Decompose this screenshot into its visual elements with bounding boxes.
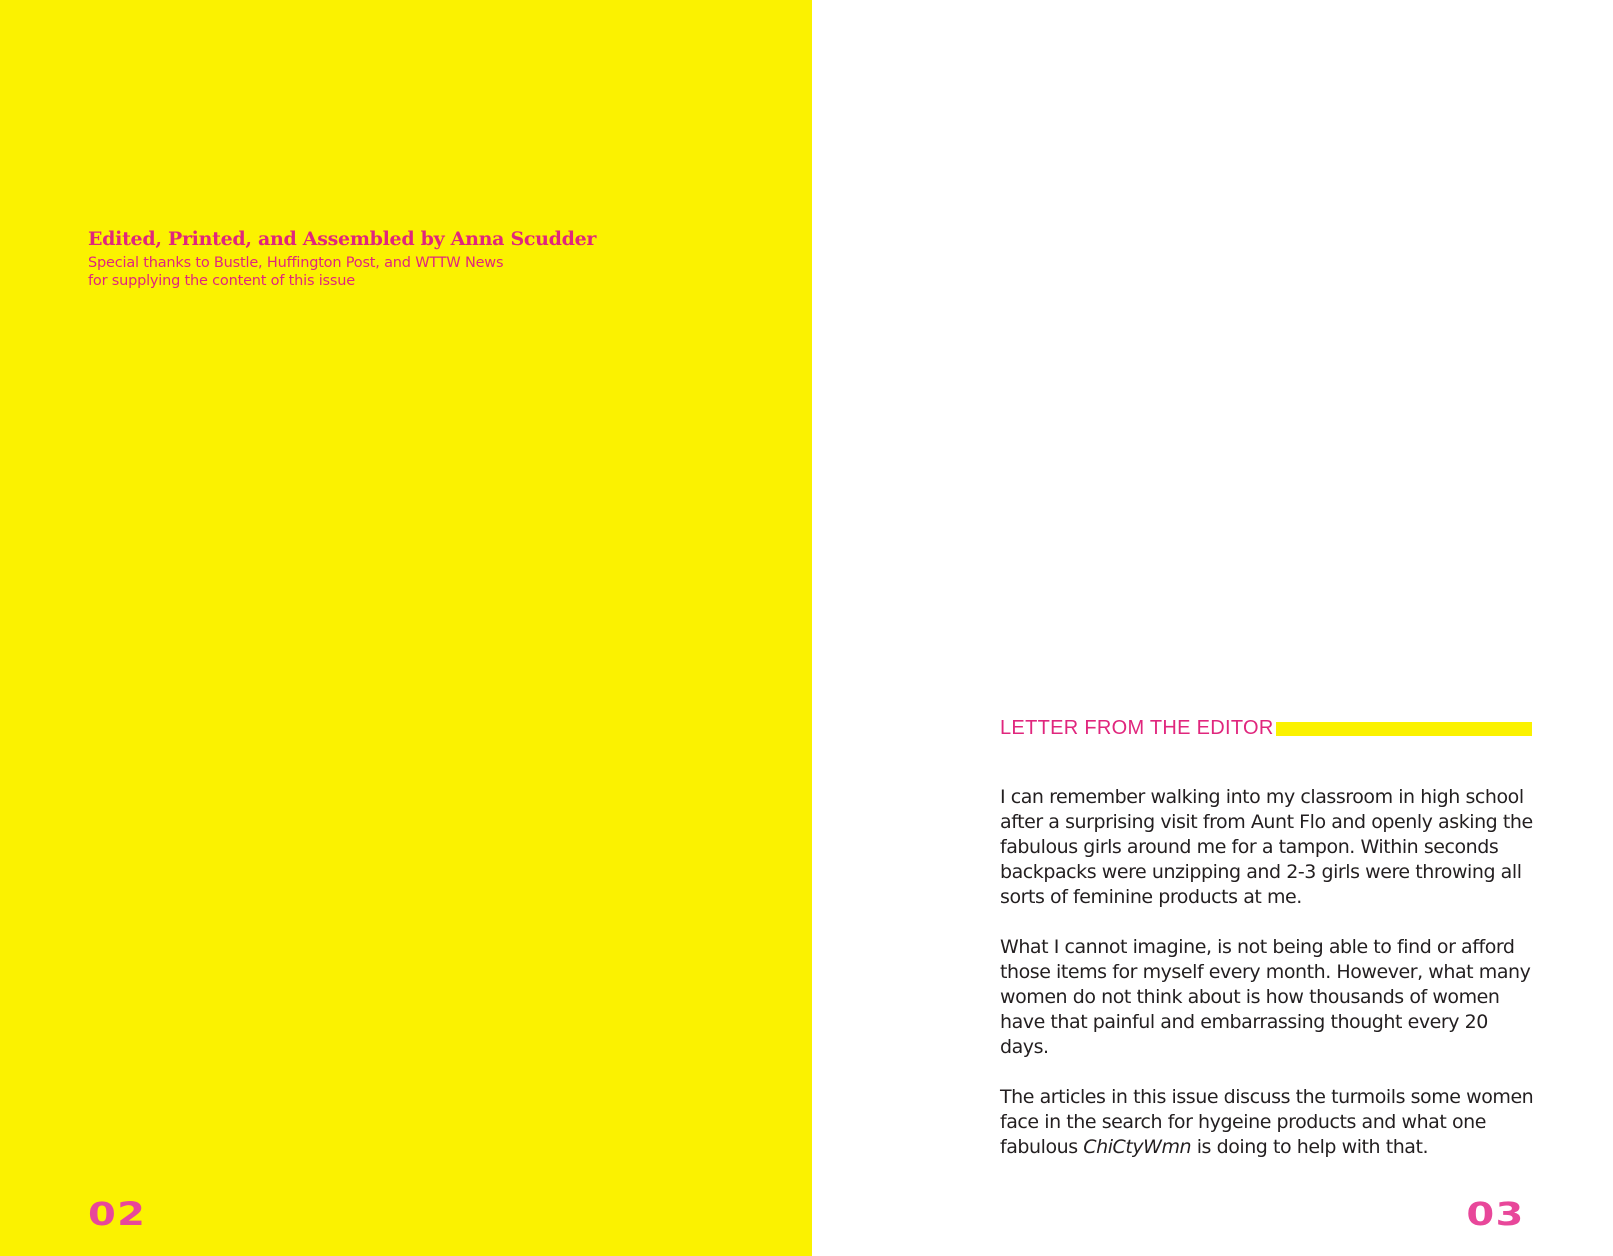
credits-thanks-line-2: for supplying the content of this issue	[88, 273, 355, 289]
section-heading-block	[1000, 717, 1532, 739]
letter-body	[1000, 785, 1540, 1185]
credits-title: Edited, Printed, and Assembled by Anna Scudder	[88, 228, 597, 250]
letter-paragraph-3-start: The articles in this issue discuss the turmoils some women face in the search for hygeine products and what one fabulous	[1000, 1086, 1534, 1158]
credits-block	[88, 226, 648, 290]
letter-paragraph-3	[1000, 1085, 1540, 1160]
page-number-left: 02	[88, 1195, 147, 1233]
letter-paragraph-1: I can remember walking into my classroom in high school after a surprising visit from Aunt Flo and openly asking the fabulous girls around me for a tampon. Within seconds backpacks were unzipping and 2-3 girls were throwing all sorts of feminine products at me.	[1000, 786, 1533, 908]
credits-thanks	[88, 254, 648, 290]
publication-name: ChiCtyWmn	[1083, 1136, 1192, 1158]
letter-paragraph-2: What I cannot imagine, is not being able to find or afford those items for myself every month. However, what many women do not think about is how thousands of women have that painful and embarrassing thought every 20 days.	[1000, 936, 1531, 1058]
section-heading: LETTER FROM THE EDITOR	[1000, 717, 1274, 739]
letter-paragraph-3-end: is doing to help with that.	[1191, 1136, 1429, 1158]
page-number-right: 03	[1466, 1195, 1525, 1233]
credits-thanks-line-1: Special thanks to Bustle, Huffington Post, and WTTW News	[88, 255, 504, 271]
